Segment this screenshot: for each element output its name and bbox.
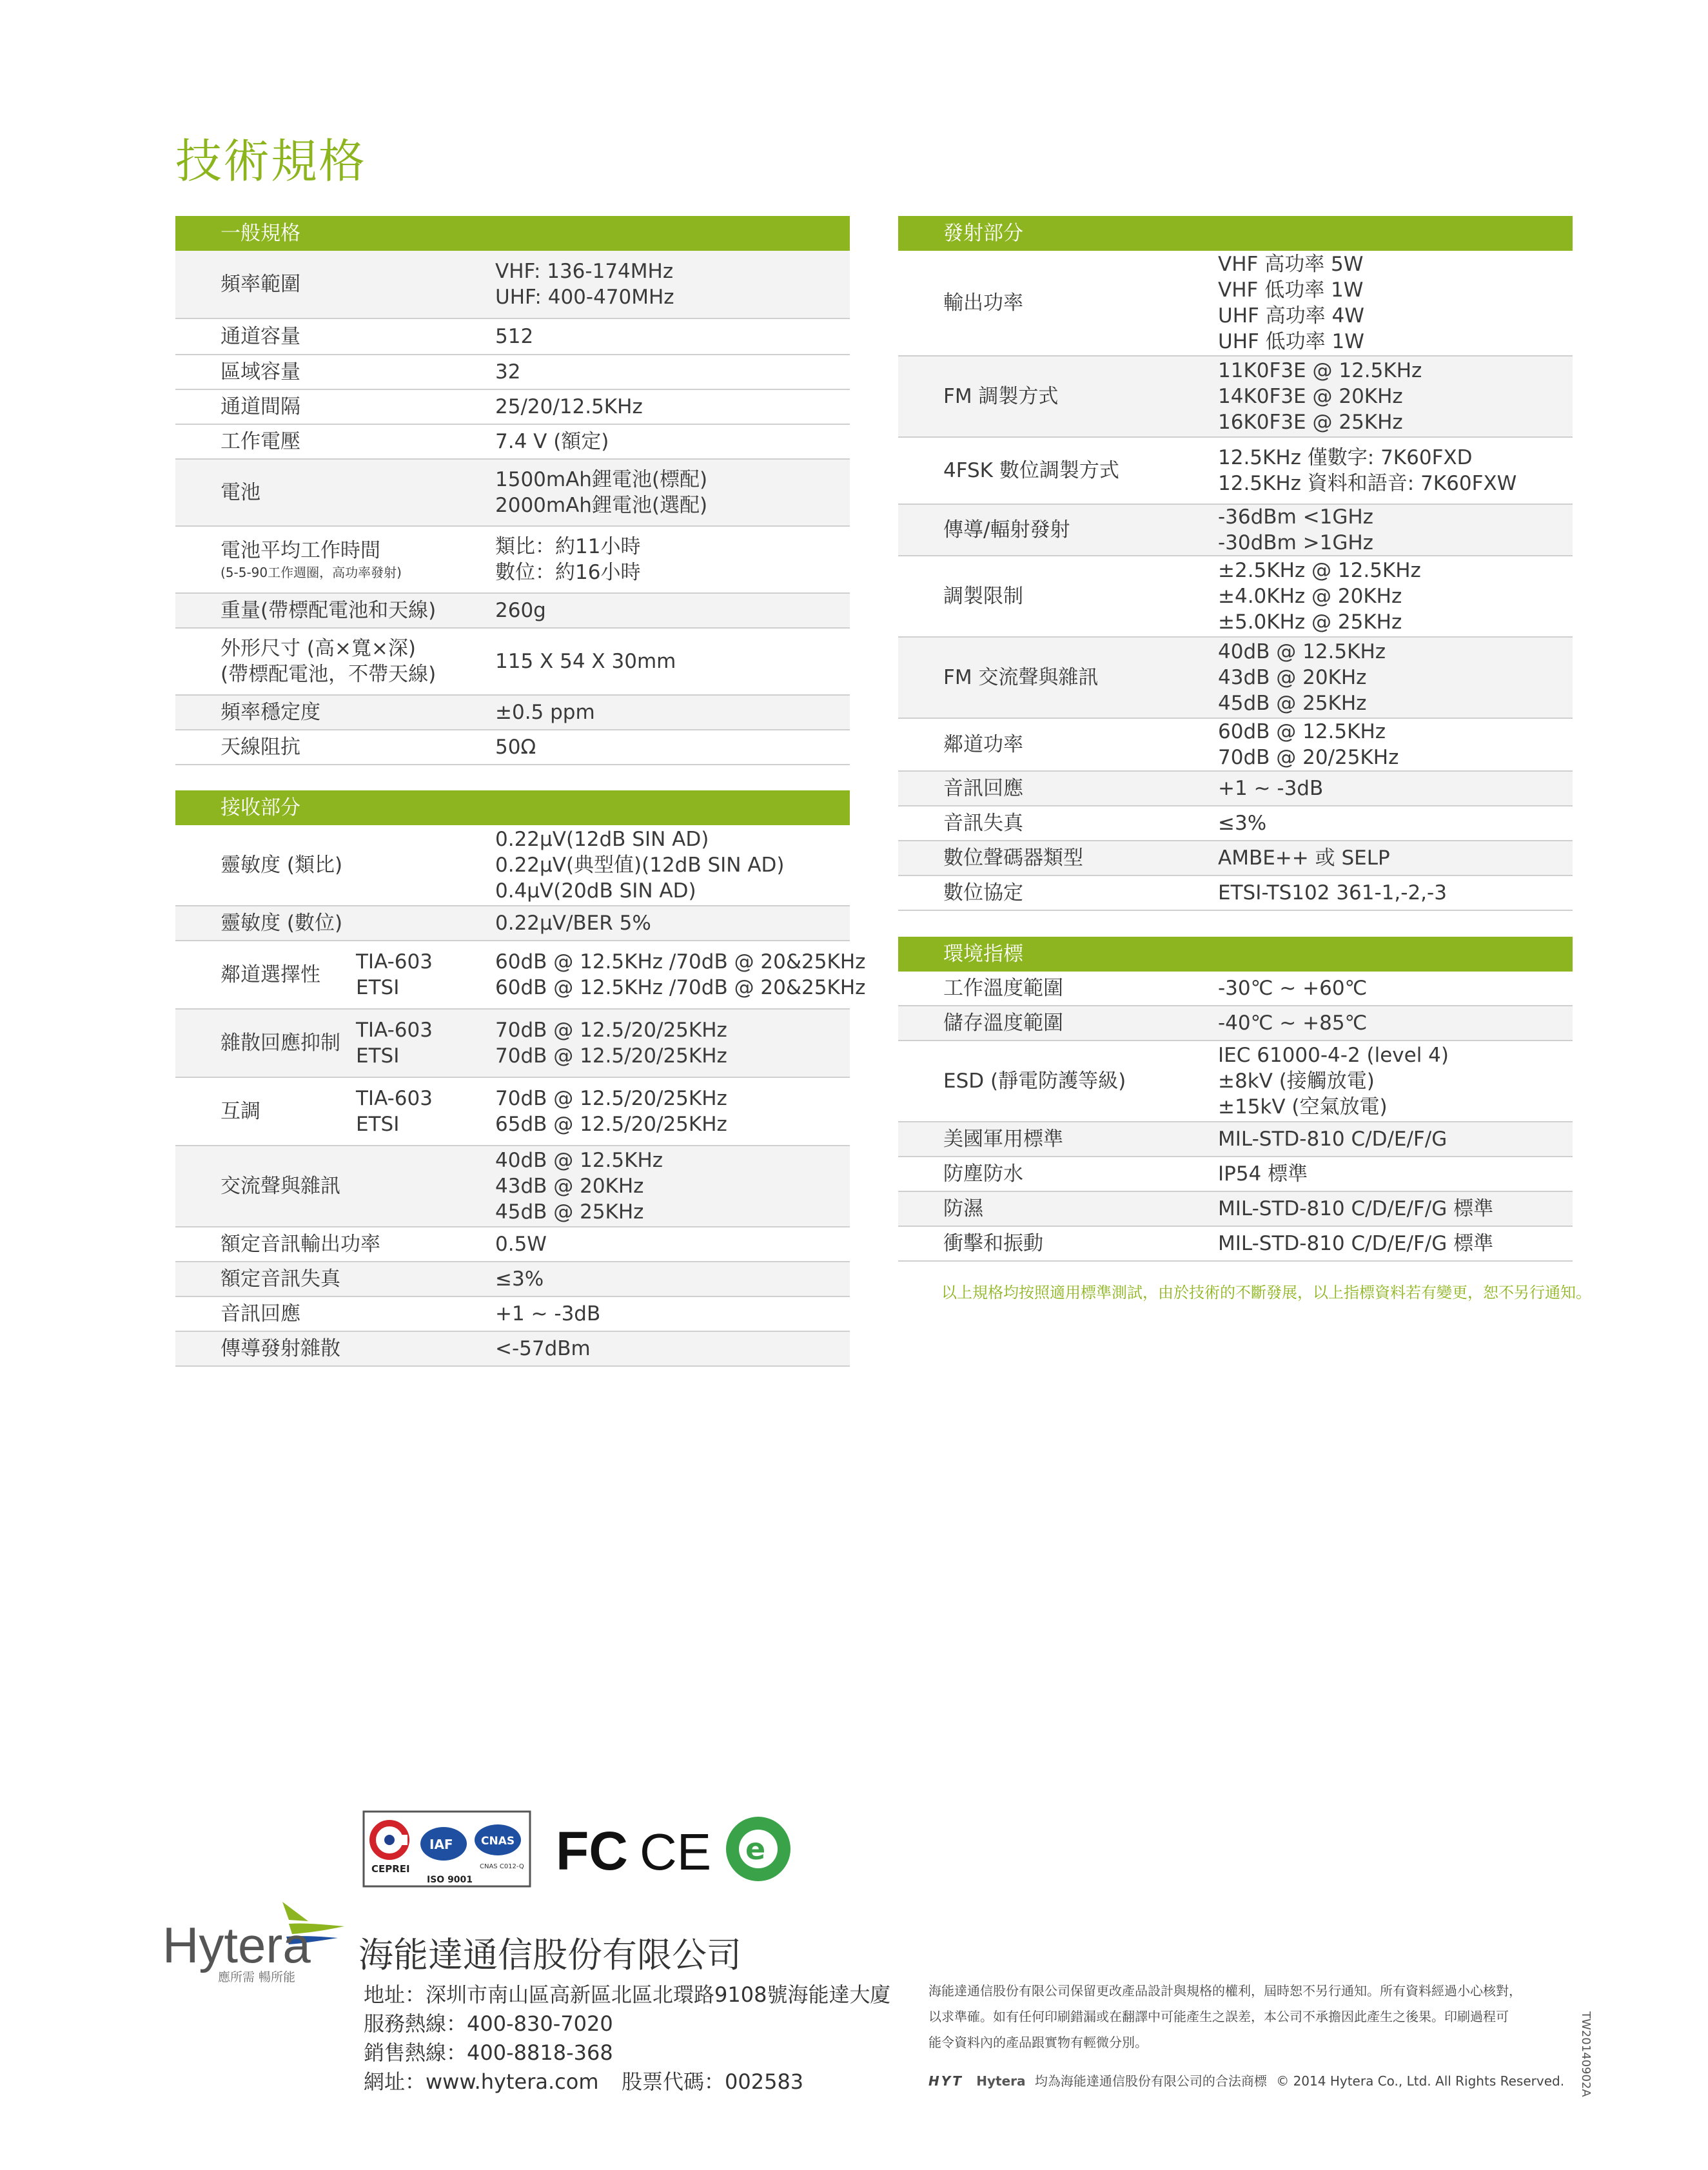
spec-value-line: 50Ω (495, 736, 536, 759)
spec-value-line: 0.22μV(12dB SIN AD) (495, 828, 709, 851)
spec-label (943, 665, 1098, 690)
spec-label-text: FM 交流聲與雜訊 (943, 666, 1099, 689)
section-header-environment: 環境指標 (898, 937, 1573, 972)
spec-value (1218, 776, 1323, 801)
spec-value-line: 0.22μV/BER 5% (495, 912, 651, 935)
spec-label (943, 384, 1058, 409)
spec-value-line: 60dB @ 12.5KHz /70dB @ 20&25KHz (495, 950, 866, 973)
spec-label-text: FM 調製方式 (943, 385, 1059, 408)
spec-standard (356, 949, 433, 1001)
spec-value (495, 359, 520, 385)
spec-value-line: 0.5W (495, 1233, 547, 1256)
spec-label (943, 1196, 983, 1222)
spec-label (221, 852, 342, 878)
spec-value-line: ≤3% (1218, 812, 1267, 835)
spec-label-text: 4FSK 數位調製方式 (943, 459, 1119, 482)
spec-row (898, 1122, 1573, 1157)
ce-mark: CE (640, 1823, 712, 1881)
spec-value (495, 534, 640, 585)
spec-label-text: 儲存溫度範圍 (943, 1012, 1063, 1035)
spec-label-text: 電池 (221, 481, 260, 504)
fcc-mark: FC (556, 1821, 628, 1881)
spec-value (495, 259, 674, 310)
spec-value-line: ±4.0KHz @ 20KHz (1218, 585, 1402, 608)
spec-label-text: 頻率範圍 (221, 273, 300, 296)
spec-row (175, 251, 850, 319)
spec-row (898, 1157, 1573, 1192)
spec-value-line: MIL-STD-810 C/D/E/F/G (1218, 1128, 1448, 1151)
spec-value (495, 324, 533, 349)
spec-label-text: 鄰道功率 (943, 733, 1023, 756)
spec-value-line: ±2.5KHz @ 12.5KHz (1218, 559, 1421, 582)
spec-label-text: ESD (靜電防護等級) (943, 1070, 1126, 1093)
spec-label (221, 1266, 340, 1292)
spec-label-text: 防濕 (943, 1197, 983, 1220)
spec-label (943, 845, 1083, 871)
spec-value-line: VHF: 136-174MHz (495, 260, 674, 283)
trademark-line (928, 2071, 1564, 2089)
spec-standard-name: ETSI (356, 1113, 400, 1136)
spec-value-line: VHF 高功率 5W (1218, 253, 1364, 276)
copyright: © 2014 Hytera Co., Ltd. All Rights Reserved. (1276, 2073, 1565, 2089)
spec-value (1218, 719, 1399, 770)
spec-value-line: IP54 標準 (1218, 1162, 1308, 1186)
spec-label (943, 810, 1023, 836)
spec-label (943, 290, 1023, 316)
spec-label-text: 區域容量 (221, 360, 300, 384)
spec-standard-name: TIA-603 (356, 950, 433, 973)
spec-row (898, 1006, 1573, 1041)
company-name: 海能達通信股份有限公司 (358, 1935, 741, 1975)
spec-value (495, 598, 546, 623)
spec-row (175, 460, 850, 527)
spec-label-note: (5-5-90工作週圈，高功率發射) (221, 565, 402, 580)
spec-label-text: 通道間隔 (221, 395, 300, 418)
spec-value (495, 1148, 663, 1225)
spec-note: 以上規格均按照適用標準測試，由於技術的不斷發展，以上指標資料若有變更，恕不另行通知。 (941, 1284, 1591, 1302)
spec-label-text: 頻率穩定度 (221, 701, 320, 724)
spec-value-line: ≤3% (495, 1267, 544, 1291)
spec-value-line: 60dB @ 12.5KHz (1218, 720, 1386, 743)
environment-spec-table (898, 937, 1573, 1262)
spec-label (943, 583, 1023, 609)
spec-row (898, 1041, 1573, 1122)
disclaimer-line: 以求準確。如有任何印刷錯漏或在翻譯中可能產生之誤差，本公司不承擔因此產生之後果。印刷過程可 (928, 2009, 1509, 2024)
spec-label (943, 517, 1070, 543)
spec-value (1218, 504, 1373, 556)
spec-value-line: -36dBm <1GHz (1218, 505, 1373, 529)
spec-value-line: 43dB @ 20KHz (495, 1175, 644, 1198)
spec-label-text: 重量(帶標配電池和天線) (221, 599, 437, 622)
spec-value-line: 12.5KHz 資料和語音: 7K60FXW (1218, 472, 1517, 495)
spec-row (898, 841, 1573, 876)
spec-value-line: 1500mAh鋰電池(標配) (495, 468, 708, 491)
website-link[interactable]: 網址：www.hytera.com (364, 2069, 599, 2094)
spec-row (175, 1297, 850, 1332)
spec-standard-name: TIA-603 (356, 1087, 433, 1110)
spec-label-text: 靈敏度 (類比) (221, 854, 343, 877)
spec-row (898, 438, 1573, 505)
spec-value (1218, 251, 1364, 355)
spec-label-text: 工作電壓 (221, 430, 300, 453)
spec-value (495, 429, 609, 455)
spec-value-line: 0.22μV(典型值)(12dB SIN AD) (495, 854, 785, 877)
spec-label (943, 1126, 1063, 1152)
spec-label (221, 324, 300, 349)
spec-value (1218, 1042, 1449, 1120)
spec-label-text: 靈敏度 (數位) (221, 912, 343, 935)
spec-label (943, 732, 1023, 758)
spec-label-text: 額定音訊輸出功率 (221, 1233, 380, 1256)
spec-row (175, 1262, 850, 1297)
spec-label (943, 458, 1119, 484)
spec-label-text: 傳導/輻射發射 (943, 518, 1070, 542)
spec-value-line: ±8kV (接觸放電) (1218, 1070, 1375, 1093)
spec-value-line: IEC 61000-4-2 (level 4) (1218, 1044, 1449, 1067)
spec-value (1218, 358, 1422, 435)
spec-row (175, 629, 850, 696)
spec-value-line: -30dBm >1GHz (1218, 531, 1373, 554)
page-title: 技術規格 (175, 134, 367, 188)
spec-value-line: 40dB @ 12.5KHz (495, 1149, 663, 1172)
certification-logos (362, 1810, 814, 1888)
section-header-receiver: 接收部分 (175, 790, 850, 825)
spec-label (943, 1231, 1043, 1256)
spec-row (898, 806, 1573, 841)
hytera-logo-icon (160, 1895, 353, 1986)
spec-standard (356, 1017, 433, 1069)
spec-label-text: 音訊回應 (943, 777, 1023, 800)
document-code: TW20140902A (1579, 2011, 1593, 2097)
spec-value (495, 949, 865, 1001)
spec-label-text: 數位聲碼器類型 (943, 846, 1083, 870)
spec-row (175, 1332, 850, 1367)
spec-value-line: 45dB @ 25KHz (1218, 692, 1367, 715)
spec-label-text: 衝擊和振動 (943, 1232, 1043, 1255)
spec-standard (356, 1086, 433, 1137)
spec-label-text: 天線阻抗 (221, 736, 300, 759)
spec-value-line: ETSI-TS102 361-1,-2,-3 (1218, 881, 1447, 904)
spec-value-line: 2000mAh鋰電池(選配) (495, 494, 708, 517)
spec-label-text: 外形尺寸 (高×寬×深) (221, 637, 416, 660)
spec-value-line: 65dB @ 12.5/20/25KHz (495, 1113, 727, 1136)
spec-value-line: <-57dBm (495, 1337, 591, 1360)
spec-label-text: 輸出功率 (943, 291, 1023, 315)
spec-value-line: 70dB @ 12.5/20/25KHz (495, 1044, 727, 1068)
transmitter-spec-table (898, 216, 1573, 911)
hyt-logo-icon: HYT (928, 2073, 963, 2089)
spec-row (898, 556, 1573, 638)
spec-value-line: 數位：約16小時 (495, 561, 641, 584)
spec-label (943, 1068, 1126, 1094)
spec-row (898, 972, 1573, 1006)
spec-row (898, 719, 1573, 772)
spec-label-text: 音訊回應 (221, 1302, 300, 1325)
spec-value-line: MIL-STD-810 C/D/E/F/G 標準 (1218, 1232, 1494, 1255)
spec-standard-name: ETSI (356, 1044, 400, 1068)
spec-value (495, 699, 595, 725)
spec-value-line: 115 X 54 X 30mm (495, 650, 676, 673)
svg-text:e: e (745, 1832, 766, 1866)
spec-value (1218, 1126, 1447, 1152)
spec-value (495, 1336, 591, 1362)
spec-row (175, 594, 850, 629)
spec-label (221, 1030, 340, 1056)
spec-value-line: +1 ~ -3dB (495, 1302, 601, 1325)
spec-value (1218, 1196, 1493, 1222)
spec-value (495, 649, 676, 674)
spec-value-line: ±0.5 ppm (495, 701, 595, 724)
iaf-label: IAF (429, 1837, 453, 1852)
spec-value-line: MIL-STD-810 C/D/E/F/G 標準 (1218, 1197, 1494, 1220)
spec-label (943, 1161, 1023, 1187)
spec-row (898, 505, 1573, 556)
spec-label (221, 699, 320, 725)
spec-row (175, 906, 850, 941)
spec-value-line: 512 (495, 325, 534, 348)
spec-label (943, 975, 1063, 1001)
spec-row (175, 425, 850, 460)
spec-value-line: ±15kV (空氣放電) (1218, 1095, 1388, 1119)
spec-value (1218, 810, 1266, 836)
spec-value-line: 14K0F3E @ 20KHz (1218, 385, 1403, 408)
brand-name: Hytera (162, 1917, 311, 1973)
spec-value (495, 394, 643, 420)
spec-value-line: 70dB @ 20/25KHz (1218, 746, 1399, 769)
spec-label (221, 734, 300, 760)
spec-row (175, 941, 866, 1010)
spec-value-line: AMBE++ 或 SELP (1218, 846, 1390, 870)
spec-label (221, 636, 436, 687)
spec-value (495, 734, 536, 760)
spec-label (221, 1301, 300, 1327)
spec-value (495, 1301, 600, 1327)
spec-label (221, 359, 300, 385)
spec-value-line: 70dB @ 12.5/20/25KHz (495, 1019, 727, 1042)
general-spec-table (175, 216, 850, 765)
spec-label (221, 1173, 340, 1199)
spec-row (898, 772, 1573, 806)
spec-value-line: 0.4μV(20dB SIN AD) (495, 879, 696, 903)
spec-value (1218, 975, 1367, 1001)
spec-value (1218, 639, 1386, 716)
spec-row (175, 696, 850, 730)
contact-info (364, 1980, 890, 2097)
spec-value (1218, 1010, 1367, 1036)
spec-value (1218, 445, 1517, 496)
cnas-label: CNAS (481, 1835, 515, 1848)
spec-label-text: 通道容量 (221, 325, 300, 348)
spec-label (943, 880, 1023, 906)
spec-row (898, 357, 1573, 438)
spec-value (1218, 1161, 1308, 1187)
spec-value-line: UHF: 400-470MHz (495, 286, 674, 309)
spec-row (175, 355, 850, 390)
spec-value-line: 70dB @ 12.5/20/25KHz (495, 1087, 727, 1110)
spec-label (221, 480, 260, 505)
spec-value-line: 12.5KHz 僅數字: 7K60FXD (1218, 446, 1473, 469)
spec-value-line: 43dB @ 20KHz (1218, 666, 1367, 689)
spec-value-line: UHF 高功率 4W (1218, 304, 1364, 327)
spec-value-line: 32 (495, 360, 521, 384)
brand-slogan: 應所需 暢所能 (218, 1970, 296, 1984)
cepri-label: CEPREI (371, 1863, 410, 1875)
spec-value-line: VHF 低功率 1W (1218, 279, 1364, 302)
spec-value (495, 1266, 544, 1292)
spec-value-line: 11K0F3E @ 12.5KHz (1218, 359, 1422, 382)
hytera-small-logo-icon: Hytera (976, 2073, 1026, 2089)
spec-label-text: 鄰道選擇性 (221, 963, 320, 986)
spec-label (221, 910, 342, 936)
spec-label (221, 1336, 340, 1362)
spec-row (898, 876, 1573, 911)
receiver-spec-table (175, 790, 866, 1367)
trademark-text: 均為海能達通信股份有限公司的合法商標 (1034, 2073, 1267, 2089)
spec-value (495, 1231, 547, 1257)
spec-row (898, 1192, 1573, 1227)
spec-value-line: 7.4 V (額定) (495, 430, 609, 453)
spec-value (495, 467, 707, 518)
spec-value-line: ±5.0KHz @ 25KHz (1218, 611, 1402, 634)
disclaimer-line: 能令資料內的產品跟實物有輕微分別。 (928, 2035, 1148, 2050)
spec-label (221, 962, 320, 988)
section-header-general: 一般規格 (175, 216, 850, 251)
spec-value (495, 826, 785, 904)
spec-value-line: 25/20/12.5KHz (495, 395, 643, 418)
disclaimer-line: 海能達通信股份有限公司保留更改產品設計與規格的權利，屆時恕不另行通知。所有資料經過小心核對， (928, 1983, 1522, 1999)
spec-label-text: 數位協定 (943, 881, 1023, 904)
spec-value-line: 45dB @ 25KHz (495, 1200, 644, 1224)
spec-label-text: (帶標配電池，不帶天線) (221, 663, 437, 686)
spec-value-line: 260g (495, 599, 546, 622)
spec-label-text: 音訊失真 (943, 812, 1023, 835)
spec-label (943, 1010, 1063, 1036)
spec-label (221, 598, 436, 623)
spec-label-text: 額定音訊失真 (221, 1267, 340, 1291)
spec-label (221, 1099, 260, 1124)
stock-code: 股票代碼：002583 (622, 2069, 804, 2094)
service-hotline: 服務熱線：400-830-7020 (364, 2011, 613, 2036)
spec-value (495, 910, 651, 936)
spec-value (495, 1017, 727, 1069)
address: 地址：深圳市南山區高新區北區北環路9108號海能達大廈 (364, 1982, 891, 2007)
spec-label (221, 1231, 380, 1257)
spec-value (1218, 558, 1421, 635)
spec-value-line: 60dB @ 12.5KHz /70dB @ 20&25KHz (495, 976, 866, 999)
spec-label-text: 美國軍用標準 (943, 1128, 1063, 1151)
cnas-sub-label: CNAS C012-Q (480, 1863, 524, 1870)
spec-label-text: 調製限制 (943, 585, 1023, 608)
spec-value-line: 16K0F3E @ 25KHz (1218, 411, 1403, 434)
spec-row (175, 730, 850, 765)
spec-label (221, 429, 300, 455)
spec-label-text: 工作溫度範圍 (943, 977, 1063, 1000)
spec-row (175, 1227, 850, 1262)
spec-row (898, 638, 1573, 719)
spec-label-text: 互調 (221, 1100, 260, 1123)
spec-row (898, 251, 1573, 357)
spec-label-text: 傳導發射雜散 (221, 1337, 340, 1360)
section-header-transmitter: 發射部分 (898, 216, 1573, 251)
spec-value-line: UHF 低功率 1W (1218, 330, 1364, 353)
spec-value (1218, 845, 1390, 871)
spec-row (175, 527, 850, 594)
certification-marks-icon (362, 1810, 814, 1888)
spec-row (175, 319, 850, 355)
spec-value (1218, 1231, 1493, 1256)
spec-label-text: 交流聲與雜訊 (221, 1175, 340, 1198)
spec-label-text: 電池平均工作時間 (221, 539, 380, 562)
spec-row (175, 825, 850, 906)
spec-value-line: 40dB @ 12.5KHz (1218, 640, 1386, 663)
spec-label (221, 271, 300, 297)
spec-value-line: 類比：約11小時 (495, 535, 641, 558)
spec-value (1218, 880, 1447, 906)
spec-standard-name: ETSI (356, 976, 400, 999)
spec-standard-name: TIA-603 (356, 1019, 433, 1042)
spec-label (221, 394, 300, 420)
disclaimer (928, 1978, 1522, 2055)
spec-label (943, 776, 1023, 801)
spec-row (175, 1010, 850, 1078)
spec-row (175, 1146, 850, 1227)
spec-value (495, 1086, 727, 1137)
spec-label-text: 防塵防水 (943, 1162, 1023, 1186)
spec-row (175, 390, 850, 425)
spec-row (175, 1078, 850, 1146)
spec-row (898, 1227, 1573, 1262)
spec-label-text: 雜散回應抑制 (221, 1031, 340, 1055)
spec-label (221, 538, 402, 582)
iso-label: ISO 9001 (427, 1875, 473, 1885)
spec-value-line: -40℃ ~ +85℃ (1218, 1012, 1368, 1035)
spec-value-line: +1 ~ -3dB (1218, 777, 1324, 800)
spec-value-line: -30℃ ~ +60℃ (1218, 977, 1368, 1000)
hytera-logo (160, 1895, 353, 1988)
sales-hotline: 銷售熱線：400-8818-368 (364, 2040, 613, 2065)
